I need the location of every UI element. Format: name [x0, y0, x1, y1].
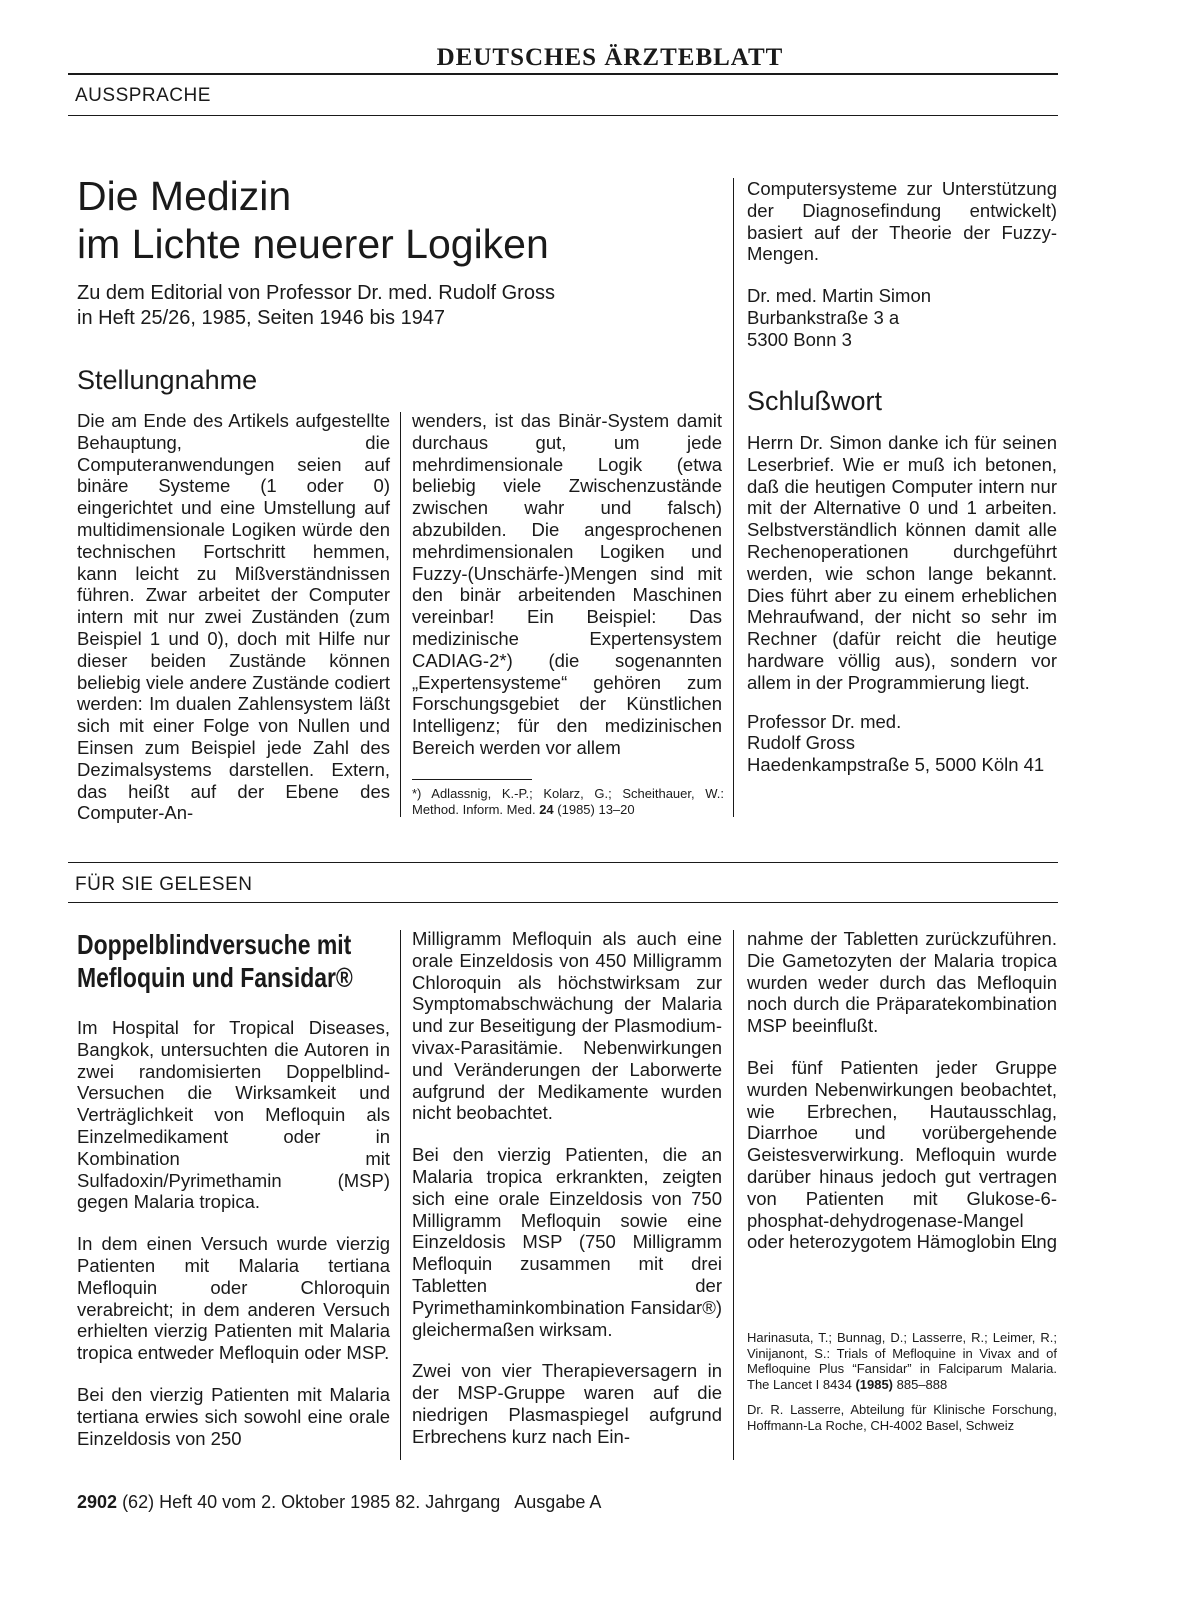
- reference-1-pages: 885–888: [896, 1376, 948, 1392]
- column-divider: [400, 412, 401, 817]
- author-1-city: 5300 Bonn 3: [747, 328, 852, 350]
- article-subtitle: [77, 281, 555, 331]
- column-divider: [733, 178, 734, 817]
- section-2-column-3-p1: nahme der Tabletten zurückzuführen. Die Gametozyten der Malaria tropica wurden weder durch das Mefloquin noch durch die Präparatekombination MSP beeinflußt.: [747, 928, 1057, 1037]
- article1-column-1-text: Die am Ende des Artikels aufgestellte Behauptung, die Computeranwendungen seien auf binäre Systeme (1 oder 0) eingerichtet und eine Umstellung auf multidimensionale Logiken würde den technischen Fortschritt hemmen, kann leicht zu Mißverständnissen führen. Zwar arbeitet der Computer intern mit nur zwei Zuständen (zum Beispiel 1 und 0), doch mit Hilfe nur dieser beiden Zustände können beliebig viele andere Zustände codiert werden: Im dualen Zahlensystem läßt sich mit einer Folge von Nullen und Einsen zum Beispiel jede Zahl des Dezimalsystems darstellen. Extern, das heißt auf der Ebene des Computer-An-: [77, 410, 390, 824]
- author-1-street: Burbankstraße 3 a: [747, 306, 900, 328]
- section-2-title: [77, 928, 405, 994]
- footnote-text: *) Adlassnig, K.-P.; Kolarz, G.; Scheithauer, W.: Method. Inform. Med.: [412, 786, 724, 817]
- stellungnahme-heading: Stellungnahme: [77, 365, 258, 395]
- masthead-rule: [68, 73, 1058, 75]
- section-2-column-2: [412, 928, 722, 1448]
- reference-1: [747, 1330, 1057, 1392]
- section-label-aussprache: AUSSPRACHE: [75, 85, 211, 106]
- section-2-column-2-p3: Zwei von vier Therapieversagern in der MSP-Gruppe waren auf die niedrigen Plasmaspiegel aufgrund Erbrechens kurz nach Ein-: [412, 1360, 722, 1447]
- section-2-column-1: [77, 1017, 390, 1449]
- reference-1-text: Harinasuta, T.; Bunnag, D.; Lasserre, R.; Leimer, R.; Vinijanont, S.: Trials of Mefloquine in Vivax and of Mefloquine Plus “Fansidar” in Falciparum Malaria. The Lancet I 8434: [747, 1330, 1057, 1392]
- article-title: [77, 172, 549, 268]
- masthead: DEUTSCHES ÄRZTEBLATT: [436, 44, 784, 71]
- article-subtitle-line-2: in Heft 25/26, 1985, Seiten 1946 bis 1947: [77, 307, 446, 329]
- page-number: 2902: [77, 1492, 118, 1512]
- article-title-line-1: Die Medizin: [77, 173, 292, 219]
- author-2-address-line: Haedenkampstraße 5, 5000 Köln 41: [747, 754, 1045, 776]
- schlusswort-column: [747, 432, 1057, 776]
- section-2-column-1-p2: In dem einen Versuch wurde vierzig Patienten mit Malaria tertiana Mefloquin oder Chloroquin verabreicht; in dem anderen Versuch erhielten vierzig Patienten mit Malaria tropica entweder Mefloquin oder MSP.: [77, 1233, 390, 1364]
- section-2-column-1-p1: Im Hospital for Tropical Diseases, Bangkok, untersuchten die Autoren in zwei randomisierten Doppelblind-Versuchen die Wirksamkeit und Verträglichkeit von Mefloquin als Einzelmedikament oder in Kombination mit Sulfadoxin/Pyrimethamin (MSP) gegen Malaria tropica.: [77, 1017, 390, 1213]
- section-2-column-2-p1: Milligramm Mefloquin als auch eine orale Einzeldosis von 450 Milligramm Chloroquin als höchstwirksam zur Symptomabschwächung der Malaria und zur Beseitigung der Plasmodium-vivax-Parasitämie. Nebenwirkungen und Veränderungen der Laborwerte aufgrund der Medikamente wurden nicht beobachtet.: [412, 928, 722, 1124]
- schlusswort-heading: Schlußwort: [747, 386, 883, 416]
- section-2-column-2-p2: Bei den vierzig Patienten, die an Malaria tropica erkrankten, zeigten sich eine orale Einzeldosis von 750 Milligramm Mefloquin sowie eine Einzeldosis MSP (750 Milligramm Mefloquin zusammen mit drei Tabletten der Pyrimethaminkombination Fansidar®) gleichermaßen wirksam.: [412, 1144, 722, 1340]
- article-title-line-2: im Lichte neuerer Logiken: [77, 221, 549, 267]
- page-footer: [77, 1492, 601, 1513]
- section-2-column-3-p2: Bei fünf Patienten jeder Gruppe wurden Nebenwirkungen beobachtet, wie Erbrechen, Hautausschlag, Diarrhoe und vorübergehende Geistesverwirkung. Mefloquin wurde darüber hinaus jedoch gut vertragen von Patienten mit Glukose-6-phosphat-dehydrogenase-Mangel oder heterozygotem Hämoglobin E.: [747, 1056, 1057, 1253]
- column-divider: [400, 930, 401, 1460]
- footnote-volume: 24: [539, 801, 554, 817]
- article1-column-2-text: wenders, ist das Binär-System damit durchaus gut, um jede mehrdimensionale Logik (etwa beliebig viele Zwischenzustände zwischen wahr und falsch) abzubilden. Die angesprochenen mehrdimensionalen Logiken und Fuzzy-(Unschärfe-)Mengen sind mit den binär arbeitenden Maschinen vereinbar! Ein Beispiel: Das medizinische Expertensystem CADIAG-2*) (die sogenannten „Expertensysteme“ gehören zum Forschungsgebiet der Künstlichen Intelligenz; für den medizinischen Bereich werden vor allem: [412, 410, 722, 758]
- author-2-name: Rudolf Gross: [747, 732, 855, 754]
- section-2-rule-bottom: [68, 902, 1058, 903]
- author-1-name: Dr. med. Martin Simon: [747, 285, 932, 307]
- article1-column-1: [77, 410, 390, 824]
- schlusswort-text: Herrn Dr. Simon danke ich für seinen Leserbrief. Wie er muß ich betonen, daß die heutigen Computer intern nur mit der Alternative 0 und 1 arbeiten. Selbstverständlich können damit alle Rechenoperationen durchgeführt werden, wie schon lange bekannt. Dies führt aber zu einem erheblichen Mehraufwand, der nicht so sehr im Rechner (dafür reicht die heutige hardware völlig aus), sondern vor allem in der Programmierung liegt.: [747, 432, 1057, 693]
- author-signature: Ing: [1031, 1231, 1057, 1253]
- author-2-address: [747, 711, 1057, 776]
- issue-info: (62) Heft 40 vom 2. Oktober 1985 82. Jahrgang Ausgabe A: [122, 1492, 602, 1512]
- footnote-rule: [412, 779, 532, 780]
- column-divider: [733, 930, 734, 1460]
- author-2-title: Professor Dr. med.: [747, 710, 902, 732]
- author-1-address: [747, 285, 1057, 350]
- references: [747, 1330, 1057, 1443]
- reference-1-year: (1985): [855, 1376, 894, 1392]
- article1-column-3: [747, 178, 1057, 351]
- section-2-column-1-p3: Bei den vierzig Patienten mit Malaria tertiana erwies sich sowohl eine orale Einzeldosis von 250: [77, 1383, 390, 1449]
- section-2-column-3: [747, 928, 1057, 1253]
- section-rule: [68, 115, 1058, 116]
- article-subtitle-line-1: Zu dem Editorial von Professor Dr. med. Rudolf Gross: [77, 282, 555, 304]
- reference-2: Dr. R. Lasserre, Abteilung für Klinische Forschung, Hoffmann-La Roche, CH-4002 Basel, Schweiz: [747, 1402, 1057, 1433]
- section-2-title-line-2: Mefloquin und Fansidar®: [77, 962, 353, 993]
- section-2-rule-top: [68, 862, 1058, 863]
- footnote-end: (1985) 13–20: [557, 801, 635, 817]
- article1-column-2: [412, 410, 722, 759]
- article1-column-3-text: Computersysteme zur Unterstützung der Diagnosefindung entwickelt) basiert auf der Theorie der Fuzzy-Mengen.: [747, 178, 1057, 265]
- footnote: [412, 786, 724, 817]
- section-label-fuer-sie-gelesen: FÜR SIE GELESEN: [75, 874, 253, 895]
- section-2-title-line-1: Doppelblindversuche mit: [77, 929, 352, 960]
